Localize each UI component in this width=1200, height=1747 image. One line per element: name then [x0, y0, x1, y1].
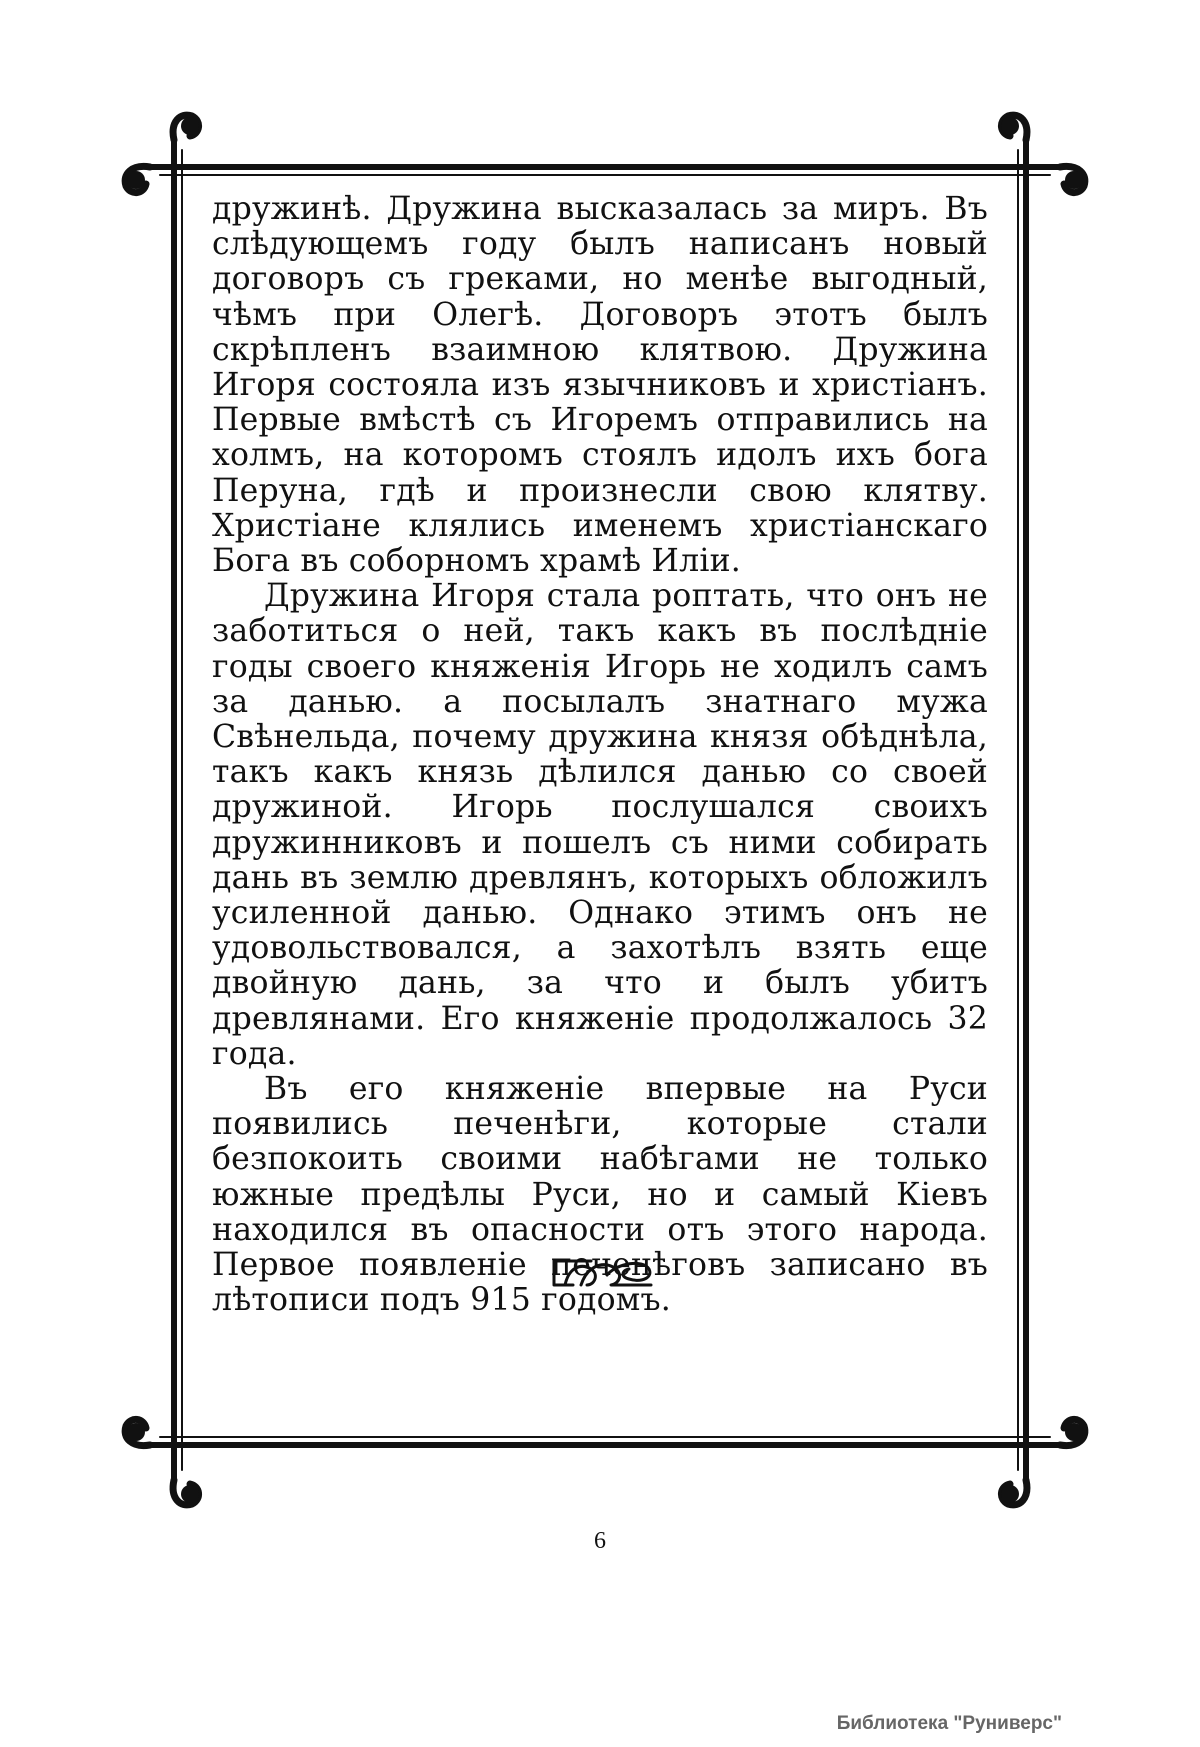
corner-dot-top-left-side [127, 171, 145, 189]
corner-dot-bottom-left-side [127, 1423, 145, 1441]
corner-dot-bottom-right-side [1065, 1423, 1083, 1441]
body-text [212, 192, 988, 1319]
library-credit: Библиотека "Руниверс" [836, 1713, 1062, 1734]
corner-dot-top-right [1001, 117, 1019, 135]
tailpiece-ornament [551, 1255, 654, 1291]
corner-dot-top-right-side [1065, 171, 1083, 189]
page-number: 6 [594, 1528, 606, 1554]
paragraph-2: Дружина Игоря стала роптать, что онъ не заботиться о ней, такъ какъ въ послѣдніе годы своего княженія Игорь не ходилъ самъ за данью. а посылалъ знатнаго мужа Свѣнельда, почему дружина князя обѣднѣла, такъ какъ князь дѣлился данью со своей дружиной. Игорь послушался своихъ дружинниковъ и пошелъ съ ними собирать дань въ землю древлянъ, которыхъ обложилъ усиленной данью. Однако этимъ онъ не удовольствовался, а захотѣлъ взять еще двойную дань, за что и былъ убитъ древлянами. Его княженіе продолжалось 32 года. [212, 578, 988, 1072]
corner-dot-bottom-right [1001, 1485, 1019, 1503]
paragraph-1: дружинѣ. Дружина высказалась за миръ. Въ слѣдующемъ году былъ написанъ новый договоръ съ греками, но менѣе выгодный, чѣмъ при Олегѣ. Договоръ этотъ былъ скрѣпленъ взаимною клятвою. Дружина Игоря состояла изъ язычниковъ и христіанъ. Первые вмѣстѣ съ Игоремъ отправились на холмъ, на которомъ стоялъ идолъ ихъ бога Перуна, гдѣ и произнесли свою клятву. Христiане клялись именемъ христіанскаго Бога въ соборномъ храмѣ Иліи. [212, 191, 988, 580]
corner-dot-top-left [181, 117, 199, 135]
paragraph-3: Въ его княженіе впервые на Руси появились печенѣги, которые стали безпокоить своими набѣгами не только южные предѣлы Руси, но и самый Кіевъ находился въ опасности отъ этого народа. Первое появленіе печенѣговъ записано въ лѣтописи подъ 915 годомъ. [212, 1071, 988, 1319]
corner-dot-bottom-left [181, 1485, 199, 1503]
